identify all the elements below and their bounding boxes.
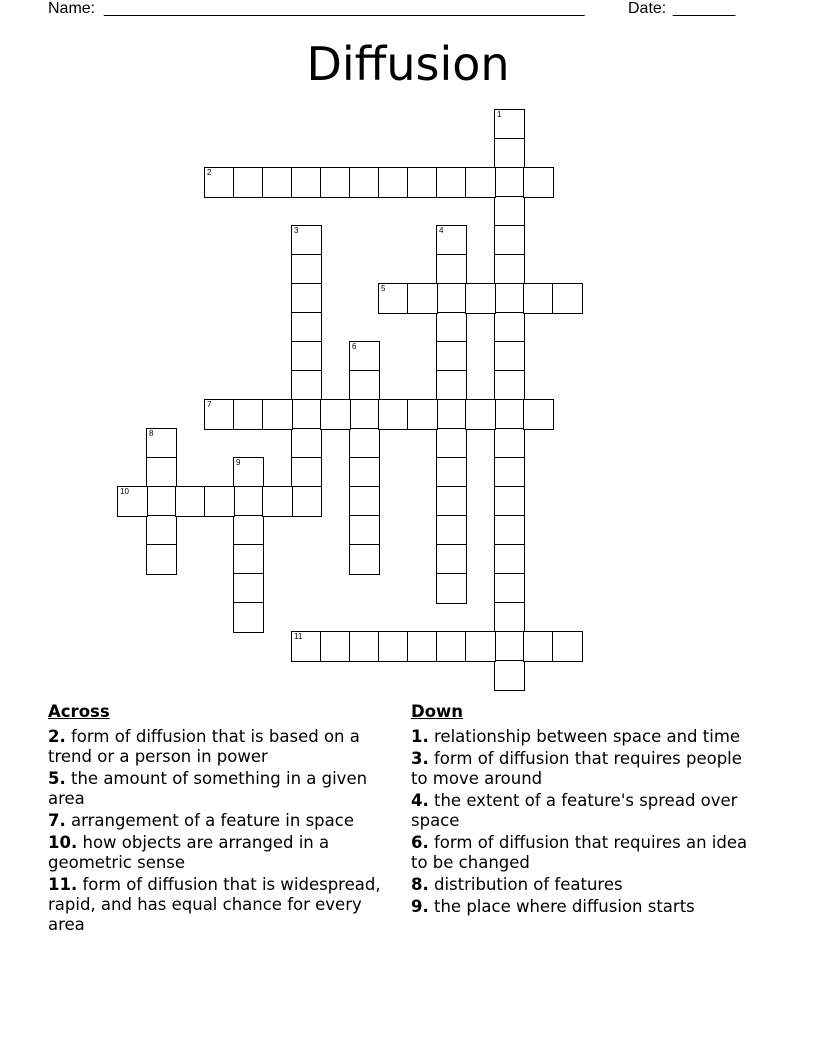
down-clue [411, 897, 756, 917]
grid-cell[interactable] [494, 283, 525, 314]
clue-text: form of diffusion that is based on a trend or a person in power [48, 727, 360, 766]
grid-cell[interactable] [233, 602, 264, 633]
down-clue [411, 791, 756, 831]
grid-cell[interactable] [291, 225, 322, 256]
grid-cell[interactable] [494, 428, 525, 459]
grid-cell[interactable] [146, 457, 177, 488]
grid-cell[interactable] [523, 399, 554, 430]
clue-text: form of diffusion that requires people to move around [411, 749, 742, 788]
grid-cell[interactable] [320, 631, 351, 662]
clue-text: form of diffusion that is widespread, rapid, and has equal chance for every area [48, 875, 381, 934]
grid-cell[interactable] [349, 370, 380, 401]
grid-cell[interactable] [494, 138, 525, 169]
clue-number: 5. [48, 769, 66, 788]
grid-cell[interactable] [291, 341, 322, 372]
grid-cell[interactable] [378, 399, 409, 430]
grid-cell[interactable] [291, 370, 322, 401]
grid-cell[interactable] [262, 399, 293, 430]
clue-number: 11. [48, 875, 78, 894]
clue-number: 8. [411, 875, 429, 894]
grid-cell[interactable] [494, 196, 525, 227]
grid-cell[interactable] [436, 283, 467, 314]
across-clue [48, 727, 393, 767]
grid-cell[interactable] [146, 515, 177, 546]
down-heading: Down [411, 702, 464, 721]
cell-number: 3 [294, 226, 299, 235]
grid-cell[interactable] [436, 457, 467, 488]
puzzle-title: Diffusion [306, 37, 510, 91]
grid-cell[interactable] [494, 370, 525, 401]
grid-cell[interactable] [204, 399, 235, 430]
grid-cell[interactable] [436, 486, 467, 517]
across-clue [48, 769, 393, 809]
grid-cell[interactable] [291, 167, 322, 198]
grid-cell[interactable] [436, 573, 467, 604]
grid-cell[interactable] [494, 341, 525, 372]
down-clue [411, 875, 756, 895]
grid-cell[interactable] [494, 544, 525, 575]
grid-cell[interactable] [465, 283, 496, 314]
grid-cell[interactable] [436, 312, 467, 343]
clue-text: the amount of something in a given area [48, 769, 368, 808]
grid-cell[interactable] [436, 254, 467, 285]
grid-cell[interactable] [349, 457, 380, 488]
grid-cell[interactable] [320, 399, 351, 430]
clue-number: 7. [48, 811, 66, 830]
grid-cell[interactable] [494, 457, 525, 488]
grid-cell[interactable] [465, 167, 496, 198]
grid-cell[interactable] [262, 486, 293, 517]
clue-text: the extent of a feature's spread over space [411, 791, 738, 830]
grid-cell[interactable] [552, 283, 583, 314]
grid-cell[interactable] [494, 225, 525, 256]
grid-cell[interactable] [407, 631, 438, 662]
clue-number: 2. [48, 727, 66, 746]
date-label: Date: [628, 0, 667, 17]
grid-cell[interactable] [436, 631, 467, 662]
grid-cell[interactable] [523, 631, 554, 662]
grid-cell[interactable] [407, 399, 438, 430]
grid-cell[interactable] [291, 486, 322, 517]
grid-cell[interactable] [436, 341, 467, 372]
grid-cell[interactable] [146, 428, 177, 459]
clue-number: 1. [411, 727, 429, 746]
name-line: ______________________________________________________ [104, 0, 585, 17]
grid-cell[interactable] [436, 225, 467, 256]
clue-number: 6. [411, 833, 429, 852]
grid-cell[interactable] [436, 370, 467, 401]
name-label: Name: [48, 0, 96, 17]
grid-cell[interactable] [320, 167, 351, 198]
grid-cell[interactable] [378, 167, 409, 198]
grid-cell[interactable] [233, 486, 264, 517]
grid-cell[interactable] [175, 486, 206, 517]
grid-cell[interactable] [349, 631, 380, 662]
grid-cell[interactable] [291, 428, 322, 459]
grid-cell[interactable] [233, 515, 264, 546]
clue-text: how objects are arranged in a geometric sense [48, 833, 330, 872]
clue-number: 9. [411, 897, 429, 916]
grid-cell[interactable] [378, 283, 409, 314]
across-heading: Across [48, 702, 110, 721]
clue-text: distribution of features [434, 875, 623, 894]
grid-cell[interactable] [465, 399, 496, 430]
grid-cell[interactable] [436, 167, 467, 198]
grid-cell[interactable] [291, 399, 322, 430]
cell-number: 1 [497, 110, 502, 119]
grid-cell[interactable] [378, 631, 409, 662]
grid-cell[interactable] [233, 399, 264, 430]
grid-cell[interactable] [233, 457, 264, 488]
cell-number: 4 [439, 226, 444, 235]
cell-number: 5 [381, 284, 386, 293]
grid-cell[interactable] [436, 399, 467, 430]
cell-number: 11 [294, 632, 303, 641]
grid-cell[interactable] [349, 515, 380, 546]
clue-number: 10. [48, 833, 78, 852]
grid-cell[interactable] [291, 631, 322, 662]
across-clue [48, 811, 393, 831]
grid-cell[interactable] [494, 515, 525, 546]
grid-cell[interactable] [349, 167, 380, 198]
cell-number: 9 [236, 458, 241, 467]
grid-cell[interactable] [494, 486, 525, 517]
down-clue [411, 727, 756, 747]
grid-cell[interactable] [494, 573, 525, 604]
across-clue [48, 875, 393, 935]
clue-text: the place where diffusion starts [434, 897, 695, 916]
clue-number: 3. [411, 749, 429, 768]
grid-cell[interactable] [204, 167, 235, 198]
clue-number: 4. [411, 791, 429, 810]
grid-cell[interactable] [436, 544, 467, 575]
grid-cell[interactable] [465, 631, 496, 662]
grid-cell[interactable] [233, 573, 264, 604]
grid-cell[interactable] [291, 283, 322, 314]
grid-cell[interactable] [146, 544, 177, 575]
grid-cell[interactable] [494, 254, 525, 285]
grid-cell[interactable] [494, 660, 525, 691]
grid-cell[interactable] [349, 486, 380, 517]
clue-text: relationship between space and time [434, 727, 741, 746]
cell-number: 10 [120, 487, 129, 496]
date-line: _______ [673, 0, 736, 17]
grid-cell[interactable] [494, 399, 525, 430]
grid-cell[interactable] [349, 341, 380, 372]
grid-cell[interactable] [291, 312, 322, 343]
grid-cell[interactable] [494, 167, 525, 198]
grid-cell[interactable] [552, 631, 583, 662]
down-clues [411, 702, 756, 919]
cell-number: 7 [207, 400, 212, 409]
grid-cell[interactable] [523, 283, 554, 314]
grid-cell[interactable] [407, 167, 438, 198]
grid-cell[interactable] [407, 283, 438, 314]
down-clue [411, 749, 756, 789]
down-clue [411, 833, 756, 873]
grid-cell[interactable] [349, 544, 380, 575]
grid-cell[interactable] [117, 486, 148, 517]
cell-number: 6 [352, 342, 357, 351]
clue-text: arrangement of a feature in space [71, 811, 354, 830]
grid-cell[interactable] [262, 167, 293, 198]
grid-cell[interactable] [291, 254, 322, 285]
cell-number: 8 [149, 429, 154, 438]
cell-number: 2 [207, 168, 212, 177]
grid-cell[interactable] [494, 602, 525, 633]
clue-text: form of diffusion that requires an idea to be changed [411, 833, 748, 872]
grid-cell[interactable] [494, 312, 525, 343]
grid-cell[interactable] [436, 515, 467, 546]
grid-cell[interactable] [146, 486, 177, 517]
grid-cell[interactable] [523, 167, 554, 198]
across-clue [48, 833, 393, 873]
grid-cell[interactable] [349, 399, 380, 430]
across-clues [48, 702, 393, 937]
grid-cell[interactable] [436, 428, 467, 459]
grid-cell[interactable] [233, 167, 264, 198]
grid-cell[interactable] [233, 544, 264, 575]
grid-cell[interactable] [494, 109, 525, 140]
grid-cell[interactable] [291, 457, 322, 488]
grid-cell[interactable] [494, 631, 525, 662]
grid-cell[interactable] [349, 428, 380, 459]
grid-cell[interactable] [204, 486, 235, 517]
